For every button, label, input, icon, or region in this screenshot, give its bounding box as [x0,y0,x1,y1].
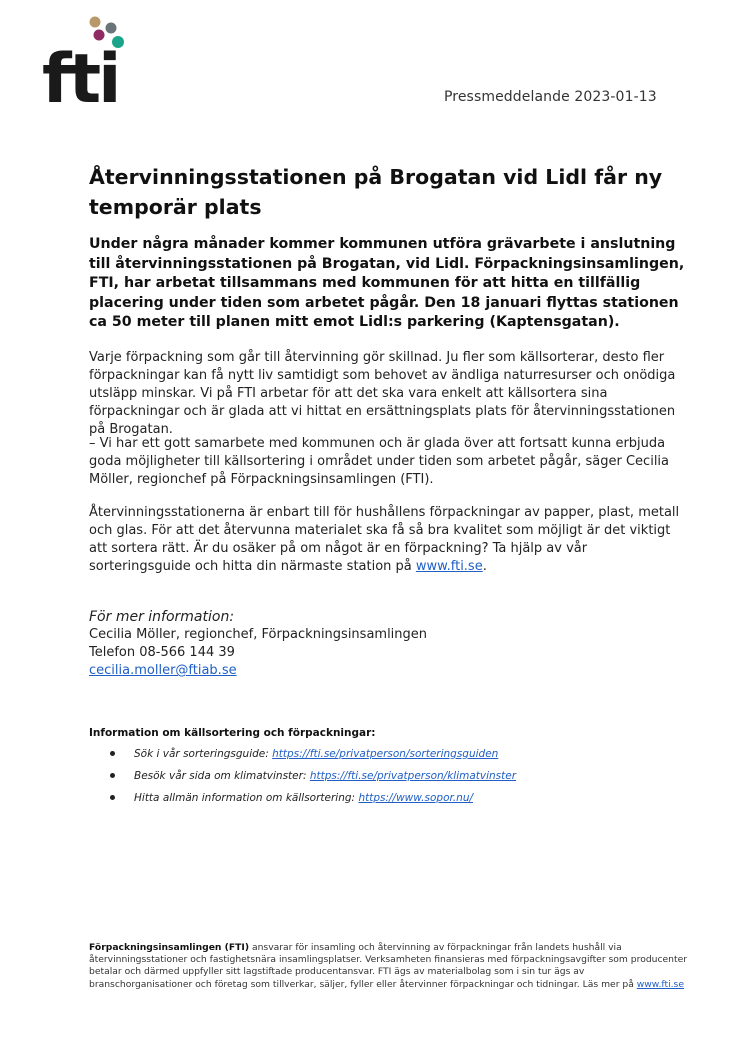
footer-body: ansvarar för insamling och återvinning av förpackningar från landets hushåll via återvinningsstationer och fastighetsnära insamlingsplatser. Verksamheten finansieras med förpackningsavgifter som producenter betalar och därmed uppfyller sitt lagstiftade producentansvar. FTI ägs av materialbolag som i sin tur ägs av branschorganisationer och företag som tillverkar, säljer, fyller eller återvinner förpackningar och tidningar. Läs mer på [89,942,688,990]
article-lead: Under några månader kommer kommunen utföra grävarbete i anslutning till återvinningsstationen på Brogatan, vid Lidl. Förpackningsinsamlingen, FTI, har arbetat tillsammans med kommunen för att hitta en tillfällig placering under tiden som arbetet pågår. Den 18 januari flyttas stationen ca 50 meter till planen mitt emot Lidl:s parkering (Kaptensgatan). [89,236,685,330]
list-item [110,767,516,789]
list-item [110,789,516,811]
logo-dot-purple-icon [94,30,105,41]
contact-name: Cecilia Möller, regionchef, Förpackningsinsamlingen [89,627,428,642]
contact-phone: Telefon 08-566 144 39 [89,645,235,660]
contact-block [89,608,689,680]
info-item-text: Hitta allmän information om källsortering: [134,792,359,804]
info-heading: Information om källsortering och förpackningar: [89,727,376,739]
sorteringsguiden-link[interactable]: https://fti.se/privatperson/sorteringsguiden [272,748,499,760]
logo-dot-gold-icon [90,17,101,28]
logo-text: fti [42,40,119,106]
fti-website-link[interactable]: www.fti.se [415,559,483,574]
press-release-date: Pressmeddelande 2023-01-13 [444,89,657,105]
footer-text [89,942,689,991]
contact-email-link[interactable]: cecilia.moller@ftiab.se [89,663,237,678]
paragraph-3-end: . [482,559,487,574]
article-title: Återvinningsstationen på Brogatan vid Lidl får ny temporär plats [89,165,663,219]
bullet-icon [110,795,115,800]
bullet-icon [110,773,115,778]
list-item [110,745,516,767]
sopor-link[interactable]: https://www.sopor.nu/ [358,792,474,804]
article-paragraph-1: Varje förpackning som går till återvinning gör skillnad. Ju fler som källsorterar, desto fler förpackningar kan få nytt liv samtidigt som behovet av ändliga naturresurser och onödiga utsläpp minskar. Vi på FTI arbetar för att det ska vara enkelt att källsortera sina förpackningar och är glada att vi hittat en ersättningsplats plats för återvinningsstationen på Brogatan. [89,350,676,437]
info-list [110,745,516,811]
paragraph-3-text: Återvinningsstationerna är enbart till för hushållens förpackningar av papper, plast, metall och glas. För att det återvunna materialet ska få så bra kvalitet som möjligt är det viktigt att sortera rätt. Är du osäker på om något är en förpackning? Ta hjälp av vår sorteringsguide och hitta din närmaste station på [89,505,680,574]
contact-heading: För mer information: [89,609,235,625]
article-paragraph-3 [89,504,689,576]
klimatvinster-link[interactable]: https://fti.se/privatperson/klimatvinster [309,770,517,782]
info-item-text: Sök i vår sorteringsguide: [134,748,273,760]
footer-bold: Förpackningsinsamlingen (FTI) [89,942,250,953]
bullet-icon [110,751,115,756]
logo-dot-gray-icon [106,23,117,34]
info-item-text: Besök vår sida om klimatvinster: [134,770,310,782]
fti-logo [42,16,132,106]
footer-fti-link[interactable]: www.fti.se [636,978,684,990]
article-paragraph-2: – Vi har ett gott samarbete med kommunen och är glada över att fortsatt kunna erbjuda goda möjligheter till källsortering i området under tiden som arbetet pågår, säger Cecilia Möller, regionchef på Förpackningsinsamlingen (FTI). [89,436,670,487]
